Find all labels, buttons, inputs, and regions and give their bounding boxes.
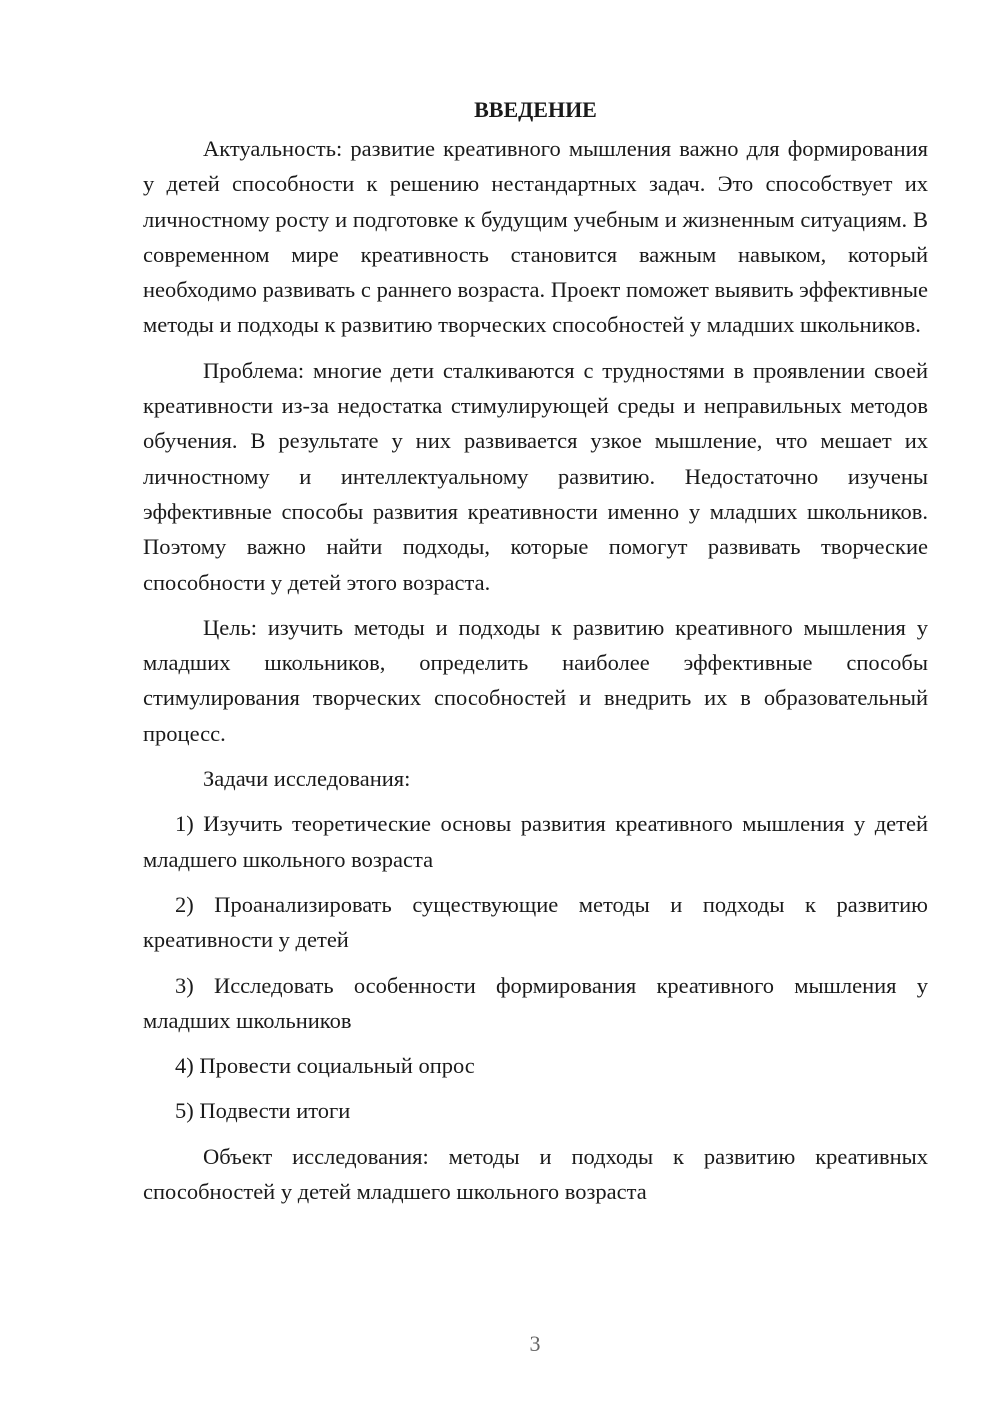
page-number: 3	[529, 1331, 541, 1356]
task-item: 4) Провести социальный опрос	[175, 1053, 475, 1079]
task-item: 2) Проанализировать существующие методы и подходы к развитию креативности у детей	[143, 891, 928, 953]
tasks-heading: Задачи исследования:	[203, 766, 411, 792]
task-item: 1) Изучить теоретические основы развития креативного мышления у детей младшего школьного возраста	[143, 811, 928, 872]
relevance-paragraph: Актуальность: развитие креативного мышления важно для формирования у детей способности к решению нестандартных задач. Это способствует их личностному росту и подготовке к будущим учебным и жизненным ситуациям. В современном мире креативность становится важным навыком, который необходимо развивать с раннего возраста. Проект поможет выявить эффективные методы и подходы к развитию творческих способностей у младших школьников.	[143, 136, 928, 338]
task-item: 5) Подвести итоги	[175, 1098, 351, 1124]
section-title: ВВЕДЕНИЕ	[474, 97, 597, 122]
task-item: 3) Исследовать особенности формирования креативного мышления у младших школьников	[143, 972, 928, 1033]
goal-paragraph: Цель: изучить методы и подходы к развитию креативного мышления у младших школьников, определить наиболее эффективные способы стимулирования творческих способностей и внедрить их в образовательный процесс.	[143, 614, 928, 746]
problem-paragraph: Проблема: многие дети сталкиваются с трудностями в проявлении своей креативности из-за недостатка стимулирующей среды и неправильных методов обучения. В результате у них развивается узкое мышление, что мешает их личностному и интеллектуальному развитию. Недостаточно изучены эффективные способы развития креативности именно у младших школьников. Поэтому важно найти подходы, которые помогут развивать творческие способности у детей этого возраста.	[143, 357, 928, 595]
object-paragraph: Объект исследования: методы и подходы к развитию креативных способностей у детей младшего школьного возраста	[143, 1143, 928, 1205]
document-page	[143, 92, 928, 1219]
